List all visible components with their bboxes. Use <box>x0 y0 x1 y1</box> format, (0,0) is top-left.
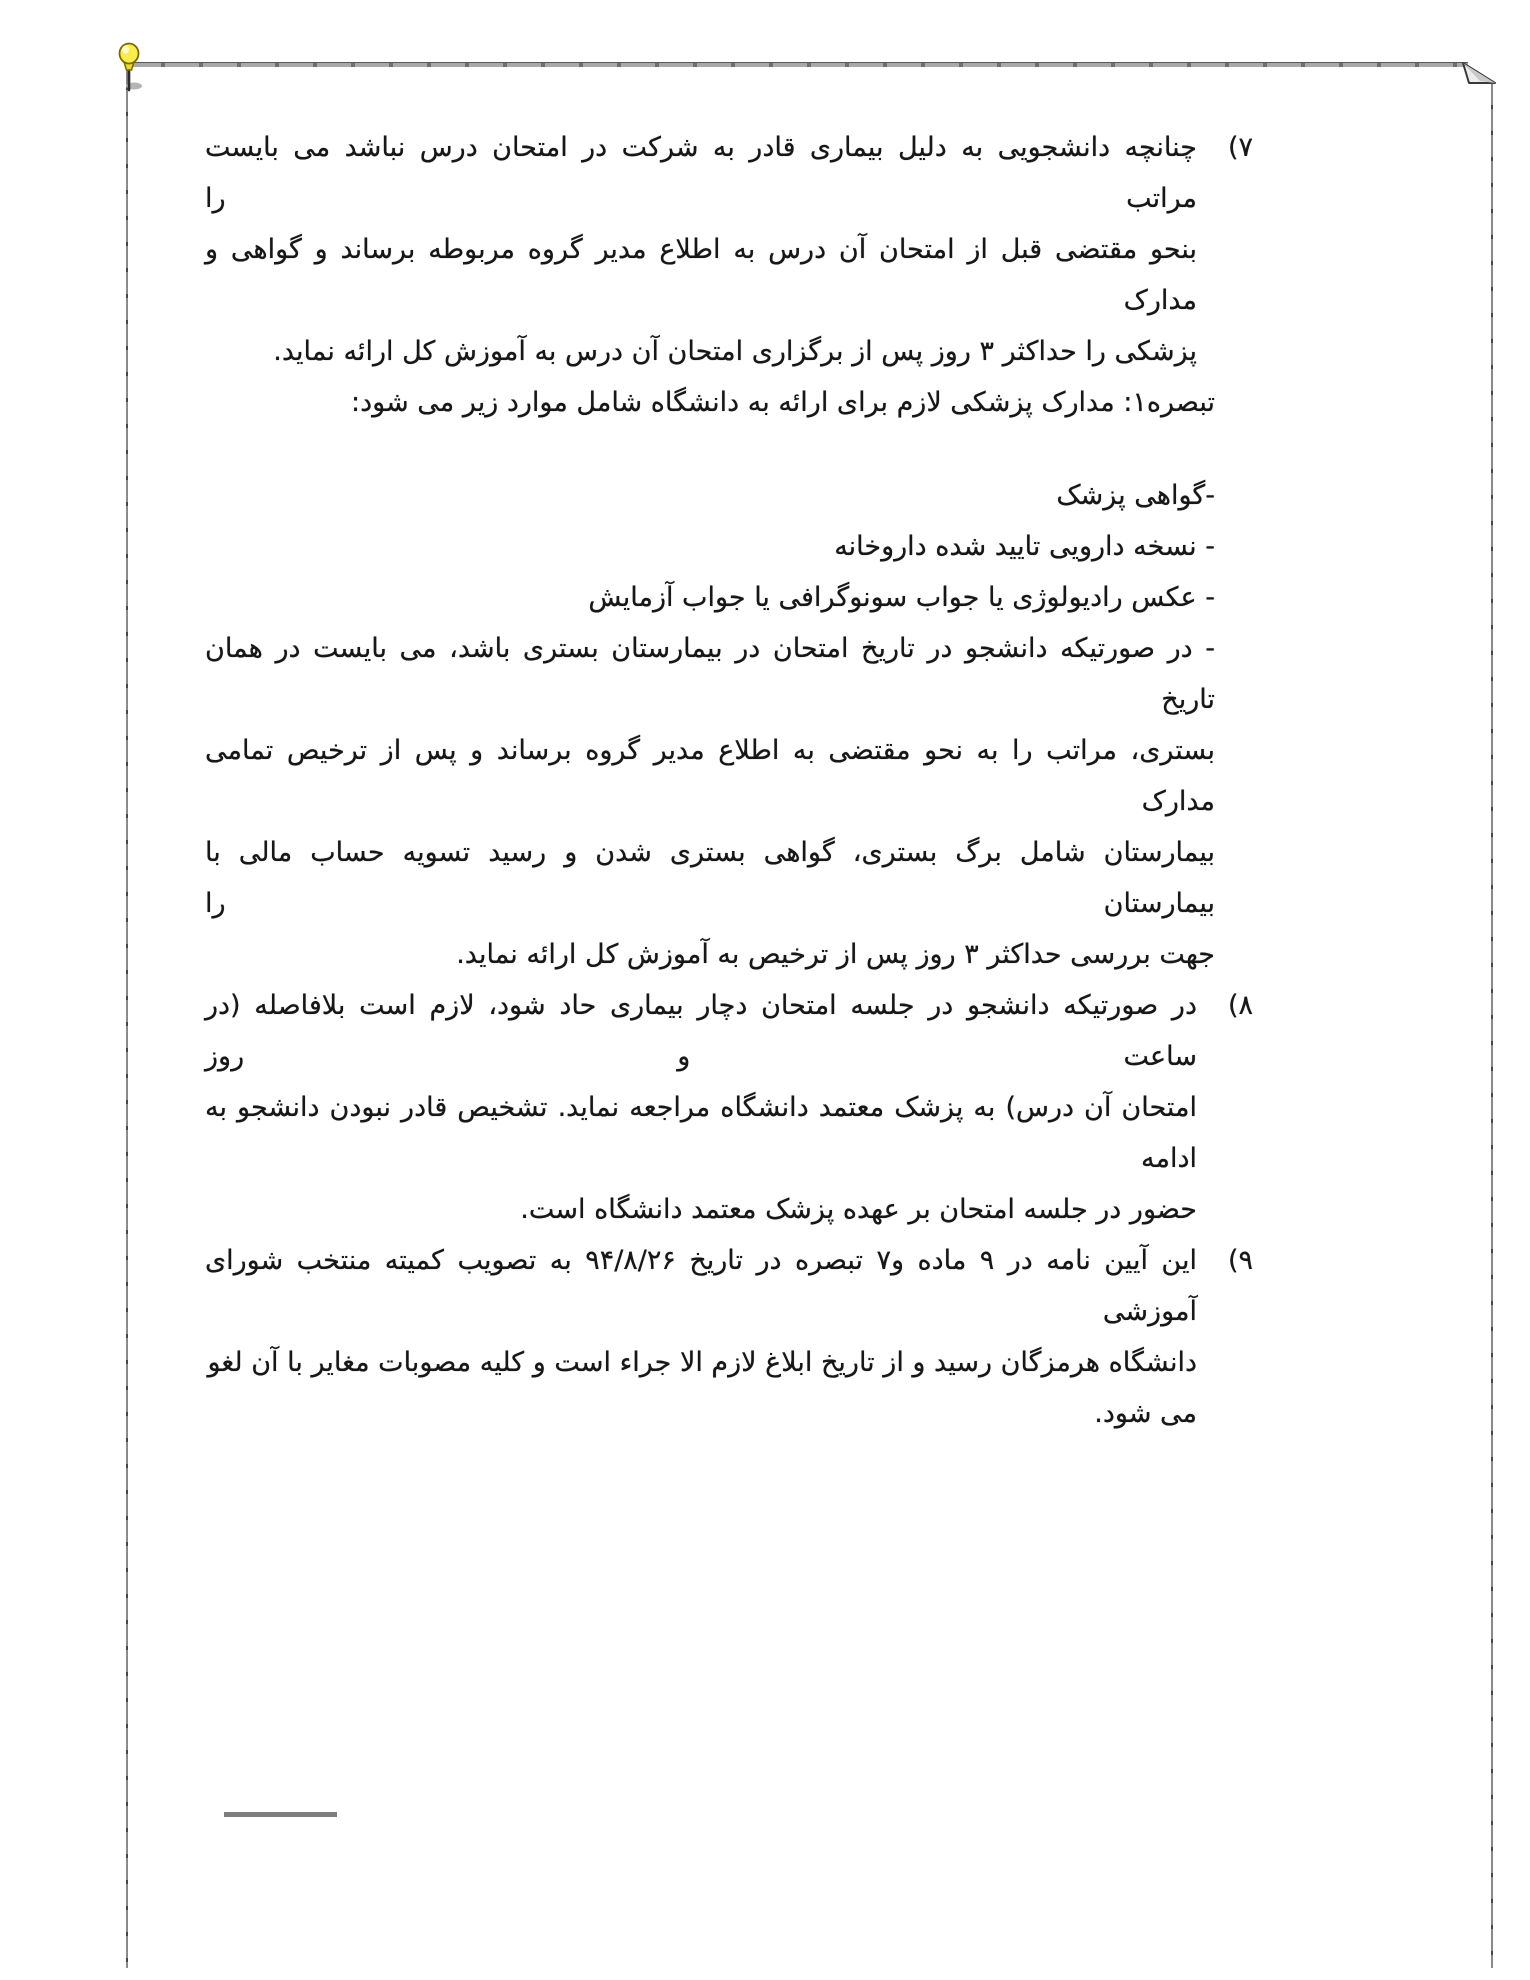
item-7-number: ۷) <box>1227 132 1253 163</box>
medical-doc-item-line: جهت بررسی حداکثر ۳ روز پس از ترخیص به آموزش کل ارائه نماید. <box>456 939 1215 970</box>
item-7-line-2: بنحو مقتضی قبل از امتحان آن درس به اطلاع مدیر گروه مربوطه برساند و گواهی و مدارک <box>205 234 1197 316</box>
item-7-text: چنانچه دانشجویی به دلیل بیماری قادر به شرکت در امتحان درس نباشد می بایست مراتب را <box>205 132 1197 214</box>
page-border-top <box>127 62 1468 67</box>
item-9-text: این آیین نامه در ۹ ماده و۷ تبصره در تاریخ ۹۴/۸/۲۶ به تصویب کمیته منتخب شورای آموزشی <box>205 1245 1198 1327</box>
item-8-line-3: حضور در جلسه امتحان بر عهده پزشک معتمد دانشگاه است. <box>520 1194 1197 1225</box>
footnote-rule <box>224 1812 337 1817</box>
medical-doc-item: - نسخه دارویی تایید شده داروخانه <box>834 531 1215 562</box>
item-8-line-1 <box>205 980 1253 1082</box>
medical-doc-item-line: بیمارستان شامل برگ بستری، گواهی بستری شدن و رسید تسویه حساب مالی با بیمارستان را <box>205 837 1215 919</box>
item-7-line-3: پزشکی را حداکثر ۳ روز پس از برگزاری امتحان آن درس به آموزش کل ارائه نماید. <box>273 336 1197 367</box>
pushpin-icon <box>112 42 146 94</box>
document-body <box>205 122 1253 1439</box>
medical-doc-item-line: - در صورتیکه دانشجو در تاریخ امتحان در بیمارستان بستری باشد، می بایست در همان تاریخ <box>205 633 1215 715</box>
medical-doc-item: - عکس رادیولوژی یا جواب سونوگرافی یا جواب آزمایش <box>588 582 1215 613</box>
item-8-number: ۸) <box>1227 990 1253 1021</box>
medical-doc-item-line: بستری، مراتب را به نحو مقتضی به اطلاع مدیر گروه برساند و پس از ترخیص تمامی مدارک <box>205 735 1215 817</box>
medical-docs-list <box>205 470 1253 980</box>
page-border-right <box>1491 83 1493 1968</box>
item-9-line-1 <box>205 1235 1253 1337</box>
item-9-number: ۹) <box>1227 1245 1253 1276</box>
item-7-note: تبصره۱: مدارک پزشکی لازم برای ارائه به دانشگاه شامل موارد زیر می شود: <box>351 387 1215 418</box>
page-fold-icon <box>1460 60 1500 88</box>
medical-doc-item: -گواهی پزشک <box>1056 480 1215 511</box>
page-border-left <box>126 64 128 1968</box>
item-7-line-1 <box>205 122 1253 224</box>
item-8-text: در صورتیکه دانشجو در جلسه امتحان دچار بیماری حاد شود، لازم است بلافاصله (در ساعت و روز <box>205 990 1197 1072</box>
item-9-line-2: دانشگاه هرمزگان رسید و از تاریخ ابلاغ لازم الا جراء است و کلیه مصوبات مغایر با آن لغو می شود. <box>207 1347 1197 1429</box>
item-8-line-2: امتحان آن درس) به پزشک معتمد دانشگاه مراجعه نماید. تشخیص قادر نبودن دانشجو به ادامه <box>205 1092 1197 1174</box>
